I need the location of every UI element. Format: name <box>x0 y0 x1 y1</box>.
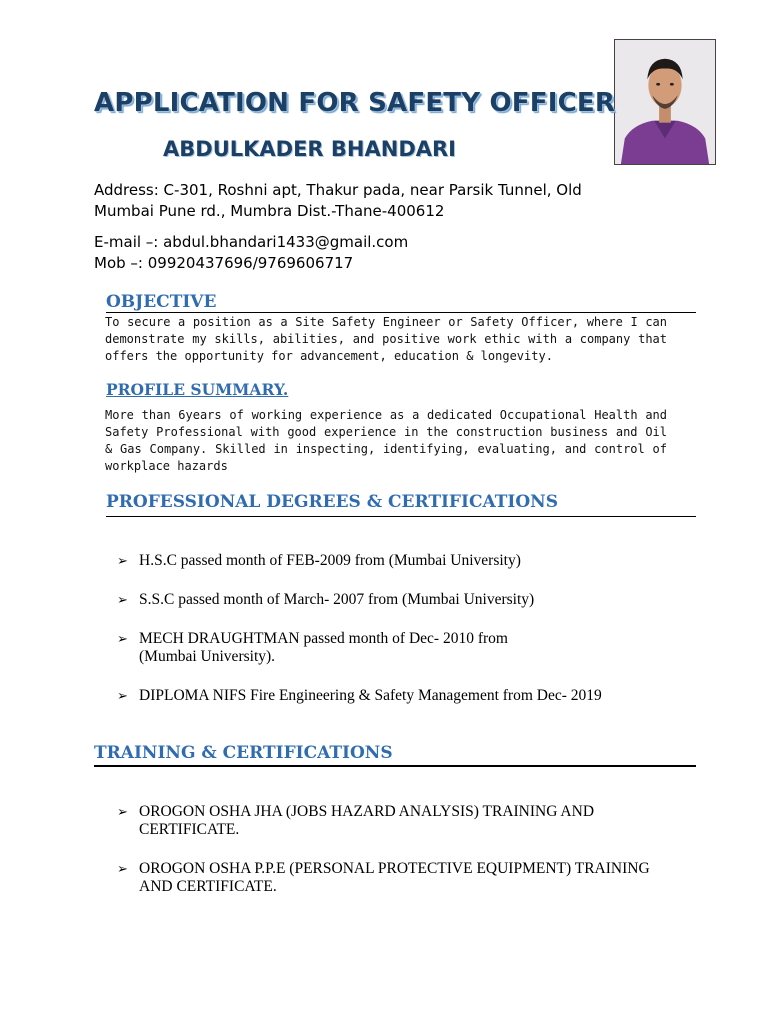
training-heading: TRAINING & CERTIFICATIONS <box>94 743 393 763</box>
arrow-bullet-icon: ➢ <box>117 631 128 646</box>
list-item: ➢ OROGON OSHA JHA (JOBS HAZARD ANALYSIS) TRAINING AND CERTIFICATE. <box>117 803 595 838</box>
degrees-divider <box>106 516 696 517</box>
list-item: ➢ H.S.C passed month of FEB-2009 from (Mumbai University) <box>117 552 521 569</box>
address-block <box>94 180 674 222</box>
profile-photo <box>614 39 716 165</box>
contact-block <box>94 232 674 274</box>
arrow-bullet-icon: ➢ <box>117 553 128 568</box>
degrees-heading: PROFESSIONAL DEGREES & CERTIFICATIONS <box>106 492 558 512</box>
applicant-name: ABDULKADER BHANDARI <box>163 137 456 161</box>
objective-text: To secure a position as a Site Safety Engineer or Safety Officer, where I can demonstrate my skills, abilities, and positive work ethic with a company that offers the opportunity for advancement, education & longevity. <box>105 315 667 363</box>
arrow-bullet-icon: ➢ <box>117 592 128 607</box>
training-divider <box>94 765 696 767</box>
arrow-bullet-icon: ➢ <box>117 861 128 876</box>
list-item: ➢ MECH DRAUGHTMAN passed month of Dec- 2010 from (Mumbai University). <box>117 630 508 665</box>
address-line-1: Address: C-301, Roshni apt, Thakur pada, near Parsik Tunnel, Old <box>94 181 582 199</box>
email-text: E-mail –: abdul.bhandari1433@gmail.com <box>94 233 409 251</box>
degrees-list <box>117 552 692 705</box>
mobile-text: Mob –: 09920437696/9769606717 <box>94 254 354 272</box>
profile-summary-text: More than 6years of working experience as a dedicated Occupational Health and Safety Professional with good experience in the construction business and Oil & Gas Company. Skilled in inspecting, identifying, evaluating, and control of workplace hazards <box>105 408 667 473</box>
objective-heading: OBJECTIVE <box>106 292 217 312</box>
arrow-bullet-icon: ➢ <box>117 804 128 819</box>
arrow-bullet-icon: ➢ <box>117 688 128 703</box>
objective-divider <box>106 312 696 313</box>
list-item: ➢ OROGON OSHA P.P.E (PERSONAL PROTECTIVE EQUIPMENT) TRAINING AND CERTIFICATE. <box>117 860 650 895</box>
document-title: APPLICATION FOR SAFETY OFFICER <box>94 88 616 118</box>
training-list <box>117 803 662 896</box>
address-line-2: Mumbai Pune rd., Mumbra Dist.-Thane-400612 <box>94 202 445 220</box>
list-item: ➢ DIPLOMA NIFS Fire Engineering & Safety Management from Dec- 2019 <box>117 687 602 704</box>
profile-summary-heading: PROFILE SUMMARY. <box>106 380 289 399</box>
list-item: ➢ S.S.C passed month of March- 2007 from (Mumbai University) <box>117 591 535 608</box>
